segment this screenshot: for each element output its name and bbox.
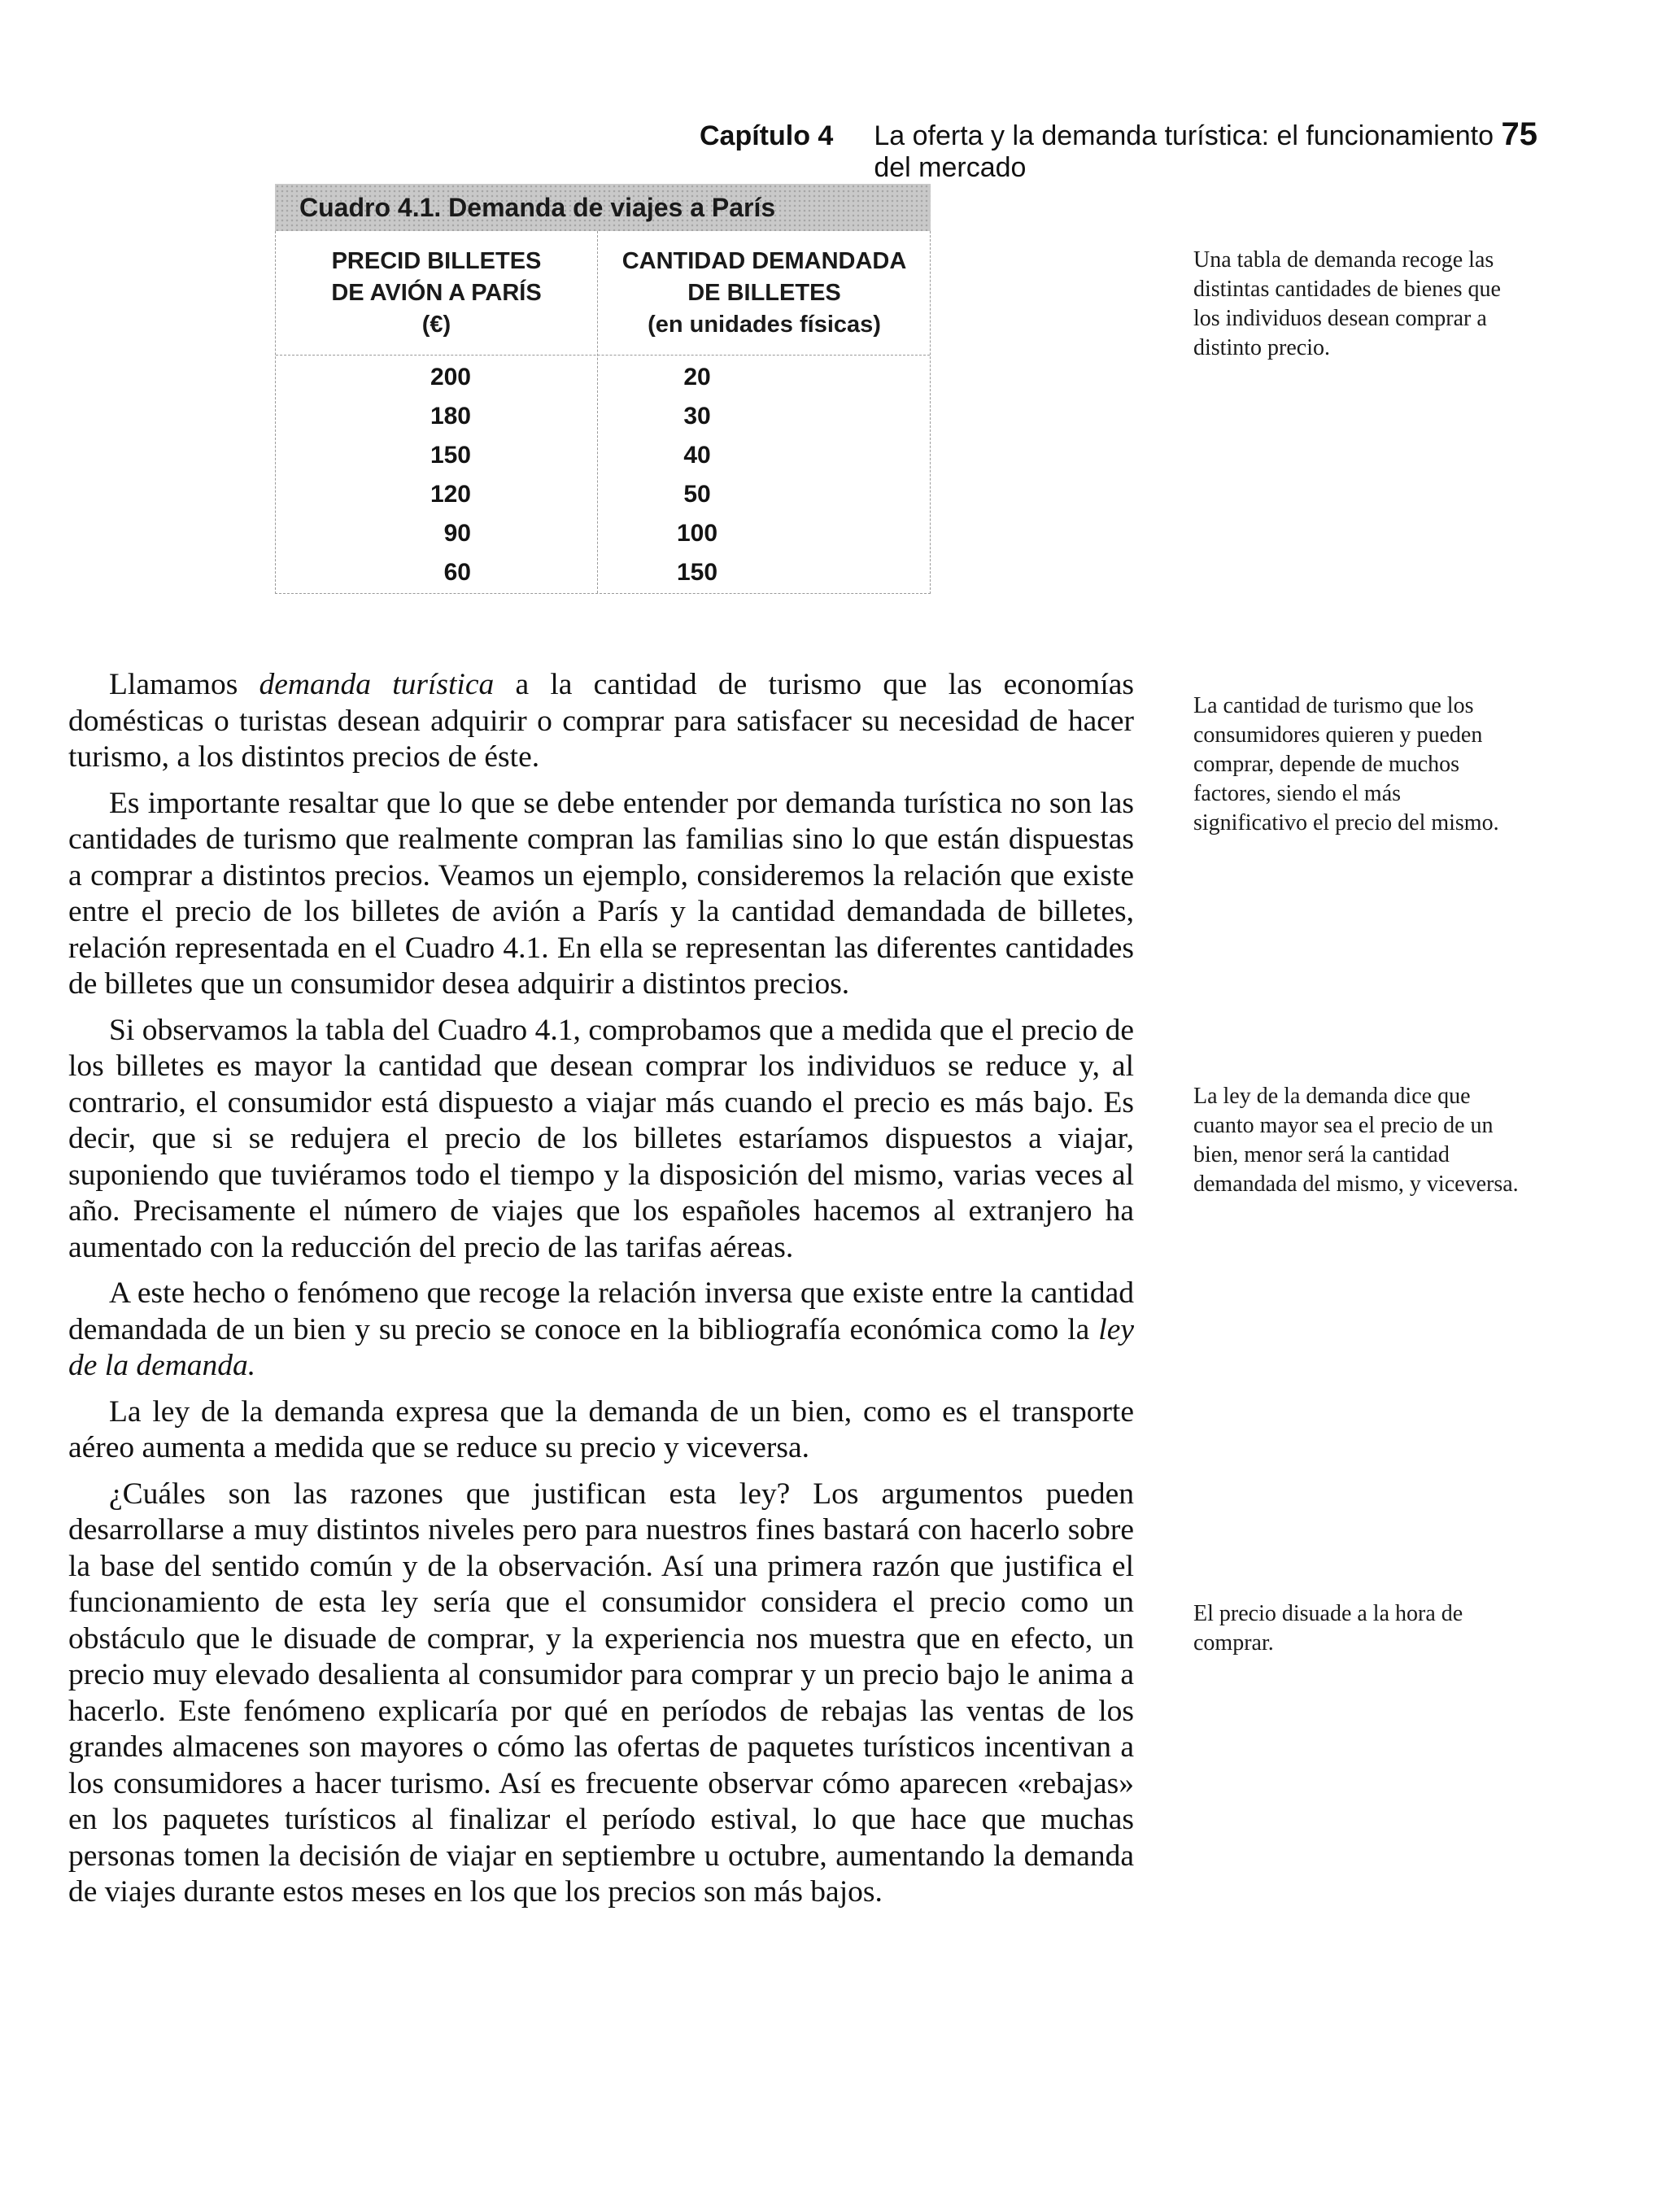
chapter-label: Capítulo 4 [700,120,834,151]
price-cell: 200 [430,364,471,390]
chapter-title: La oferta y la demanda turística: el funcionamiento del mercado [874,120,1494,183]
margin-note-law-of-demand: La ley de la demanda dice que cuanto mayor sea el precio de un bien, menor será la cantidad demandada del mismo, y viceversa. [1193,1084,1519,1197]
text-run: Llamamos [109,668,259,701]
paragraph [68,1276,1134,1385]
table-row [276,475,930,514]
quantity-header-line: CANTIDAD DEMANDADA [621,248,907,274]
table-row [276,553,930,592]
price-cell: 60 [443,559,471,586]
paragraph [68,667,1134,776]
price-header-line: DE AVIÓN A PARÍS [331,280,542,306]
table-row [276,436,930,475]
margin-note-demand-table: Una tabla de demanda recoge las distintas cantidades de bienes que los individuos desean comprar a distinto precio. [1193,247,1501,360]
price-column-header [276,246,597,341]
paragraph: La ley de la demanda expresa que la demanda de un bien, como es el transporte aéreo aumenta a medida que se reduce su precio y viceversa. [68,1394,1134,1464]
margin-note-price-deters: El precio disuade a la hora de comprar. [1193,1601,1463,1656]
text-run: A este hecho o fenómeno que recoge la relación inversa que existe entre la cantidad demandada de un bien y su precio se conoce en la bibliografía económica como la [68,1276,1134,1346]
price-header-line: PRECID BILLETES [331,248,542,274]
table-row [276,397,930,436]
quantity-cell: 100 [676,520,718,547]
quantity-header-line: (en unidades físicas) [648,312,881,338]
demand-table [275,184,931,594]
term-ley-de-la-demanda: ley de la demanda. [68,1312,1134,1382]
text-run: a la cantidad de turismo que las economías domésticas o turistas desean adquirir o comprar para satisfacer su necesidad de hacer turismo, a los distintos precios de éste. [68,668,1134,774]
quantity-cell: 50 [683,481,711,508]
term-demanda-turistica: demanda turística [259,668,495,701]
quantity-cell: 150 [676,559,718,586]
paragraph: Si observamos la tabla del Cuadro 4.1, comprobamos que a medida que el precio de los billetes es mayor la cantidad que desean comprar los individuos se reduce y, al contrario, el consumidor está dispuesto a viajar más cuando el precio es más bajo. Es decir, que si se redujera el precio de los billetes estaríamos dispuestos a viajar, suponiendo que tuviéramos todo el tiempo y la disposición del mismo, varias veces al año. Precisamente el número de viajes que los españoles hacemos al extranjero ha aumentado con la reducción del precio de las tarifas aéreas. [68,1013,1134,1264]
quantity-cell: 20 [683,364,711,390]
table-row [276,358,930,397]
page-number: 75 [1501,116,1537,152]
quantity-cell: 40 [683,442,711,469]
price-cell: 90 [443,520,471,547]
table-body [275,231,931,594]
paragraph: Es importante resaltar que lo que se debe entender por demanda turística no son las cantidades de turismo que realmente compran las familias sino lo que están dispuestas a comprar a distintos precios. Veamos un ejemplo, consideremos la relación que existe entre el precio de los billetes de avión a París y la cantidad demandada de billetes, relación representada en el Cuadro 4.1. En ella se representan las diferentes cantidades de billetes que un consumidor desea adquirir a distintos precios. [68,786,1134,1001]
header-rule [276,355,930,356]
body-text [68,667,1134,1921]
price-cell: 150 [430,442,471,469]
price-cell: 180 [430,403,471,430]
paragraph: ¿Cuáles son las razones que justifican esta ley? Los argumentos pueden desarrollarse a muy distintos niveles pero para nuestros fines bastará con hacerlo sobre la base del sentido común y de la observación. Así una primera razón que justifica el funcionamiento de esta ley sería que el consumidor considera el precio como un obstáculo que le disuade de comprar, y la experiencia nos muestra que en efecto, un precio muy elevado desalienta al consumidor para comprar y un precio bajo le anima a hacerlo. Este fenómeno explicaría por qué en períodos de rebajas las ventas de los grandes almacenes son mayores o cómo las ofertas de paquetes turísticos incentivan a los consumidores a hacer turismo. Así es frecuente observar cómo aparecen «rebajas» en los paquetes turísticos al finalizar el período estival, lo que hace que muchas personas tomen la decisión de viajar en septiembre u octubre, aumentando la demanda de viajes durante estos meses en los que los precios son más bajos. [68,1477,1134,1909]
quantity-column-header [597,246,931,341]
table-caption: Cuadro 4.1. Demanda de viajes a París [275,184,931,231]
quantity-header-line: DE BILLETES [687,280,841,306]
price-cell: 120 [430,481,471,508]
running-head [700,116,1537,184]
table-row [276,514,930,553]
price-header-line: (€) [421,312,451,338]
table-rows [276,358,930,592]
margin-note-tourism-quantity: La cantidad de turismo que los consumidores quieren y pueden comprar, depende de muchos factores, siendo el más significativo el precio del mismo. [1193,693,1499,835]
quantity-cell: 30 [683,403,711,430]
